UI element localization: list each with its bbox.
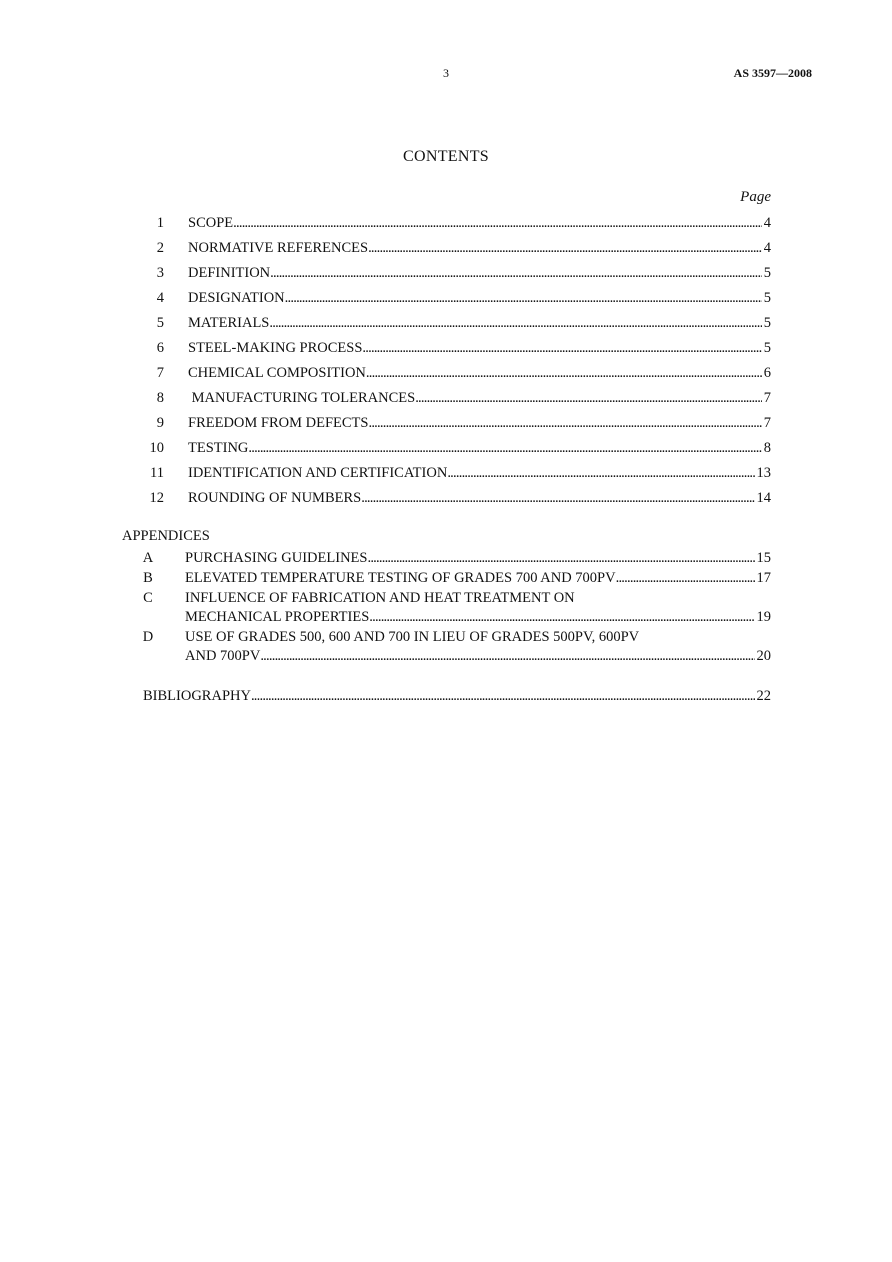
toc-entry[interactable]	[140, 288, 771, 308]
dot-leader	[269, 313, 761, 333]
toc-entry-title: IDENTIFICATION AND CERTIFICATION	[188, 465, 448, 481]
page-column-label: Page	[740, 189, 771, 205]
toc-entry-number: 4	[156, 290, 164, 306]
dot-leader	[233, 213, 762, 233]
appendix-title: AND 700PV	[185, 648, 261, 664]
toc-entry-title: DEFINITION	[188, 265, 271, 281]
toc-entry-number: 7	[156, 365, 164, 381]
dot-leader	[260, 646, 754, 666]
appendix-page: 15	[756, 550, 771, 566]
appendix-title-line1: USE OF GRADES 500, 600 AND 700 IN LIEU OF GRADES 500PV, 600PV	[185, 629, 640, 645]
appendix-entry-continuation[interactable]	[140, 646, 771, 666]
bibliography-entry[interactable]	[143, 686, 771, 706]
dot-leader	[366, 363, 762, 383]
appendices-heading: APPENDICES	[122, 528, 210, 544]
toc-entry[interactable]	[140, 488, 771, 508]
toc-entry[interactable]	[140, 338, 771, 358]
toc-entry-title: SCOPE	[188, 215, 234, 231]
toc-entry[interactable]	[140, 263, 771, 283]
toc-entry[interactable]	[140, 363, 771, 383]
toc-entry-title: DESIGNATION	[188, 290, 285, 306]
dot-leader	[369, 607, 754, 627]
dot-leader	[285, 288, 762, 308]
toc-entry[interactable]	[140, 463, 771, 483]
appendix-letter: D	[142, 629, 154, 645]
appendix-letter: C	[143, 590, 153, 606]
toc-entry-title: MANUFACTURING TOLERANCES	[188, 390, 416, 406]
page-number: 3	[443, 66, 449, 80]
toc-entry[interactable]	[140, 238, 771, 258]
dot-leader	[616, 568, 755, 588]
toc-entry[interactable]	[140, 213, 771, 233]
appendix-page: 20	[756, 648, 771, 664]
appendix-entry[interactable]	[140, 627, 771, 647]
toc-entry[interactable]	[140, 388, 771, 408]
toc-entry-page: 6	[763, 365, 771, 381]
toc-entry-number: 5	[156, 315, 164, 331]
toc-entry-page: 7	[763, 390, 771, 406]
appendix-title: PURCHASING GUIDELINES	[185, 550, 368, 566]
toc-entry-number: 10	[149, 440, 164, 456]
dot-leader	[368, 238, 762, 258]
dot-leader	[367, 548, 754, 568]
bibliography-title: BIBLIOGRAPHY	[143, 688, 251, 704]
toc-entry-page: 14	[756, 490, 771, 506]
appendix-page: 19	[756, 609, 771, 625]
toc-entry-page: 8	[763, 440, 771, 456]
appendix-title: MECHANICAL PROPERTIES	[185, 609, 370, 625]
appendix-entry[interactable]	[140, 588, 771, 608]
toc-entry-title: TESTING	[188, 440, 249, 456]
toc-entry-number: 8	[156, 390, 164, 406]
toc-entry-title: NORMATIVE REFERENCES	[188, 240, 369, 256]
toc-entry[interactable]	[140, 413, 771, 433]
appendix-letter: B	[143, 570, 153, 586]
toc-entry-page: 5	[763, 265, 771, 281]
toc-entry-title: ROUNDING OF NUMBERS	[188, 490, 362, 506]
toc-entry-title: MATERIALS	[188, 315, 270, 331]
toc-entry-number: 12	[149, 490, 164, 506]
toc-entry-page: 7	[763, 415, 771, 431]
standard-code: AS 3597—2008	[733, 66, 812, 80]
dot-leader	[415, 388, 762, 408]
appendix-page: 17	[756, 570, 771, 586]
appendix-entry-continuation[interactable]	[140, 607, 771, 627]
appendix-entry[interactable]	[140, 568, 771, 588]
toc-entry-number: 9	[156, 415, 164, 431]
toc-entry-page: 5	[763, 315, 771, 331]
toc-entry-number: 2	[156, 240, 164, 256]
toc-entry-page: 4	[763, 240, 771, 256]
appendix-title-line1: INFLUENCE OF FABRICATION AND HEAT TREATMENT ON	[185, 590, 575, 606]
toc-entry[interactable]	[140, 438, 771, 458]
toc-entry[interactable]	[140, 313, 771, 333]
dot-leader	[270, 263, 762, 283]
toc-entry-page: 5	[763, 290, 771, 306]
toc-entry-title: STEEL-MAKING PROCESS	[188, 340, 363, 356]
toc-entry-number: 11	[150, 465, 164, 481]
toc-entry-number: 1	[156, 215, 164, 231]
toc-entry-page: 4	[763, 215, 771, 231]
dot-leader	[447, 463, 754, 483]
toc-entry-title: FREEDOM FROM DEFECTS	[188, 415, 369, 431]
appendix-entry[interactable]	[140, 548, 771, 568]
bibliography-page: 22	[756, 688, 771, 704]
dot-leader	[251, 686, 755, 706]
toc-entry-page: 5	[763, 340, 771, 356]
toc-entry-page: 13	[756, 465, 771, 481]
toc-entry-title: CHEMICAL COMPOSITION	[188, 365, 366, 381]
appendix-letter: A	[142, 550, 154, 566]
dot-leader	[361, 488, 754, 508]
dot-leader	[362, 338, 761, 358]
dot-leader	[248, 438, 761, 458]
toc-entry-number: 6	[156, 340, 164, 356]
appendix-title: ELEVATED TEMPERATURE TESTING OF GRADES 700 AND 700PV	[185, 570, 616, 586]
dot-leader	[368, 413, 761, 433]
toc-entry-number: 3	[156, 265, 164, 281]
contents-title: CONTENTS	[403, 148, 489, 165]
